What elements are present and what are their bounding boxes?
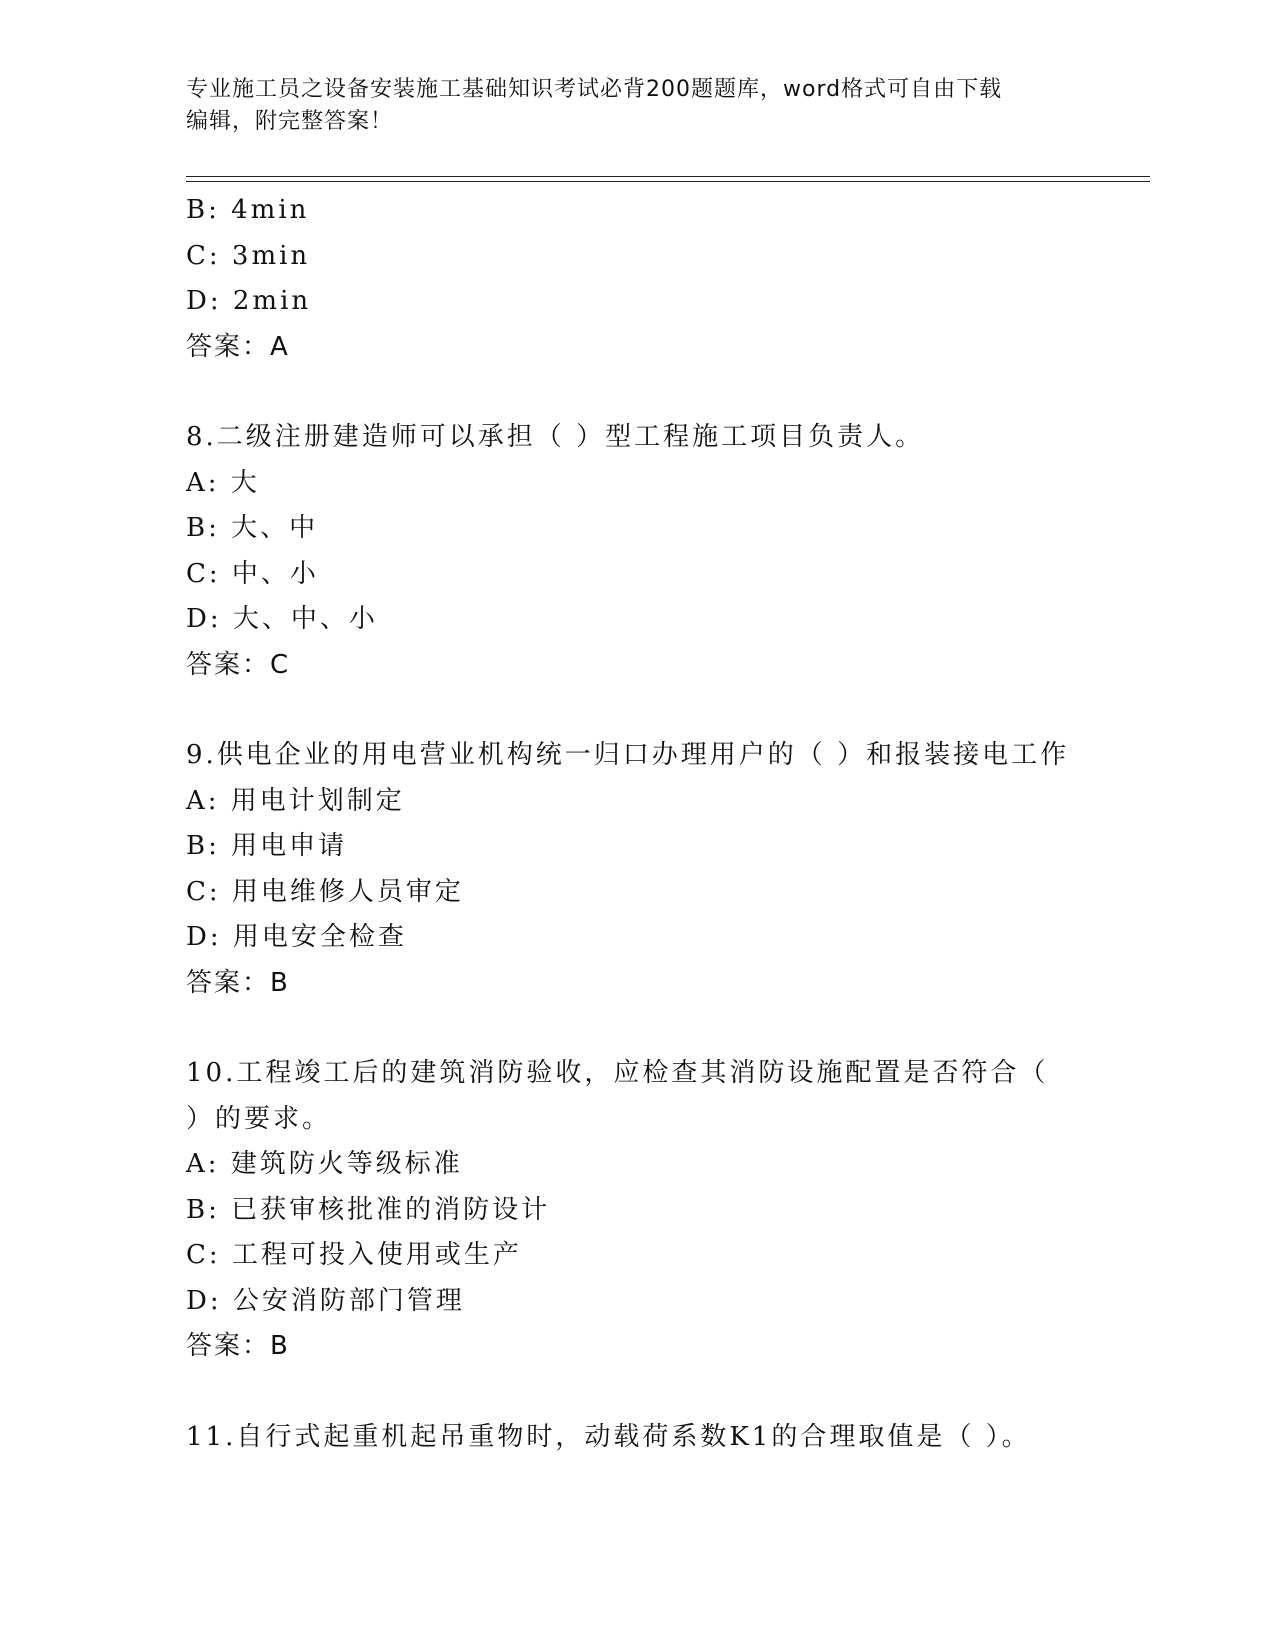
spacer (186, 1370, 1086, 1415)
answer: 答案：C (186, 649, 291, 680)
question-stem-line-2: ）的要求。 (186, 1103, 332, 1134)
header-divider-top (186, 176, 1150, 177)
spacer (186, 1006, 1086, 1051)
question-10 (186, 1051, 1086, 1370)
question-9 (186, 733, 1086, 1006)
answer: 答案：B (186, 967, 290, 998)
option-c: C: 工程可投入使用或生产 (186, 1240, 522, 1270)
question-stem: 9.供电企业的用电营业机构统一归口办理用户的（ ）和报装接电工作 (186, 740, 1070, 770)
option-b: B: 用电申请 (186, 831, 348, 861)
option-d: D: 公安消防部门管理 (186, 1285, 465, 1316)
option-c: C: 3min (186, 240, 311, 271)
option-d: D: 用电安全检查 (186, 922, 407, 952)
question-stem: 11.自行式起重机起吊重物时，动载荷系数K1的合理取值是（ ）。 (186, 1421, 1031, 1452)
question-11 (186, 1415, 1086, 1461)
document-header (186, 74, 1066, 138)
option-a: A: 大 (186, 467, 260, 498)
header-title-line-1: 专业施工员之设备安装施工基础知识考试必背200题题库，word格式可自由下载 (186, 77, 1003, 102)
answer: 答案：B (186, 1331, 290, 1361)
header-divider-bottom (186, 181, 1150, 182)
option-d: D: 2min (186, 286, 312, 316)
option-b: B: 已获审核批准的消防设计 (186, 1194, 551, 1225)
option-a: A: 用电计划制定 (186, 785, 405, 816)
option-b: B: 4min (186, 195, 310, 225)
option-a: A: 建筑防火等级标准 (186, 1149, 463, 1179)
option-d: D: 大、中、小 (186, 604, 378, 634)
answer: 答案：A (186, 331, 290, 362)
question-stem-line-1: 10.工程竣工后的建筑消防验收，应检查其消防设施配置是否符合（ (186, 1058, 1049, 1088)
spacer (186, 370, 1086, 415)
spacer (186, 688, 1086, 733)
question-stem: 8.二级注册建造师可以承担（ ）型工程施工项目负责人。 (186, 422, 925, 452)
option-c: C: 用电维修人员审定 (186, 876, 464, 907)
question-7 (186, 188, 1086, 370)
option-b: B: 大、中 (186, 513, 319, 543)
question-8 (186, 415, 1086, 688)
question-list (186, 188, 1086, 1460)
option-c: C: 中、小 (186, 558, 319, 589)
header-title-line-2: 编辑，附完整答案！ (186, 109, 394, 134)
